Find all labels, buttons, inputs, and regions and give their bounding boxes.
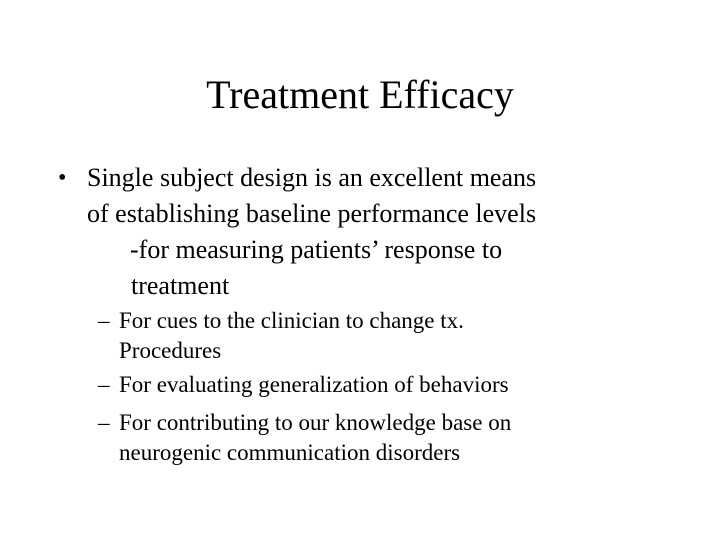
main-bullet-line-4: treatment (131, 271, 230, 300)
sub-bullet-text: For contributing to our knowledge base on neurogenic communication disorders (119, 410, 512, 465)
sub-bullet-text: For cues to the clinician to change tx. Procedures (119, 308, 464, 363)
slide-title: Treatment Efficacy (206, 72, 514, 117)
sub-bullet-dash: – (98, 308, 110, 333)
sub-bullet-text: For evaluating generalization of behaviors (119, 372, 509, 397)
main-bullet-line-3: -for measuring patients’ response to (130, 235, 503, 264)
sub-bullet-dash: – (98, 372, 110, 397)
bullet-marker: • (58, 165, 67, 191)
main-bullet-line-1: Single subject design is an excellent means (87, 163, 537, 192)
sub-bullet-dash: – (98, 410, 110, 435)
main-bullet-line-2: of establishing baseline performance levels (87, 199, 537, 228)
